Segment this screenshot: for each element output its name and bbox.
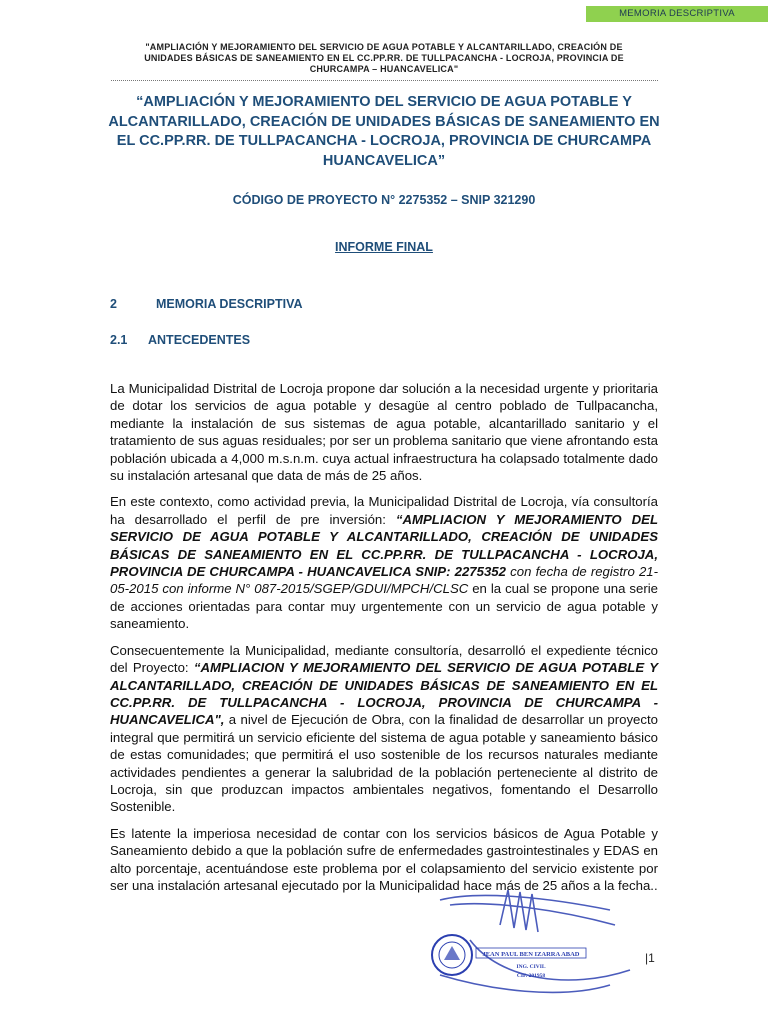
section-heading-2 [110, 297, 303, 311]
title-line: “AMPLIACIÓN Y MEJORAMIENTO DEL SERVICIO DE AGUA POTABLE Y [136, 94, 632, 110]
paragraph [110, 642, 658, 816]
paragraph [110, 493, 658, 632]
project-name-emphasis: “AMPLIACION Y MEJORAMIENTO DEL SERVICIO DE AGUA POTABLE Y ALCANTARILLADO, CREACIÓN DE UNIDADES BÁSICAS DE SANEAMIENTO EN EL CC.PP.RR. DE TULLPACANCHA - LOCROJA, PROVINCIA DE CHURCAMPA - HUANCAVELICA SNIP: 2275352 [110, 511, 658, 580]
section-title: ANTECEDENTES [148, 333, 251, 347]
running-header [110, 42, 658, 75]
title-line: ALCANTARILLADO, CREACIÓN DE UNIDADES BÁSICAS DE SANEAMIENTO EN [108, 113, 660, 130]
header-divider [111, 80, 658, 81]
paragraph-text: en la cual se propone una serie de acciones orientadas para contar muy urgentemente con un servicio de agua potable y saneamiento. [110, 581, 658, 632]
paragraph-text: Consecuentemente la Municipalidad, mediante consultoría, desarrolló el expediente técnico del Proyecto: [110, 642, 658, 676]
stamp-cip: CIP. 201958 [516, 973, 546, 979]
body-text [110, 380, 658, 903]
project-name-emphasis: “AMPLIACION Y MEJORAMIENTO DEL SERVICIO DE AGUA POTABLE Y ALCANTARILLADO, CREACIÓN DE UNIDADES BÁSICAS DE SANEAMIENTO EN EL CC.PP.RR. DE TULLPACANCHA - LOCROJA, PROVINCIA DE CHURCAMPA - HUANCAVELICA", [110, 660, 658, 728]
section-number: 2 [110, 297, 117, 311]
paragraph-text: a nivel de Ejecución de Obra, con la finalidad de desarrollar un proyecto integral que permitirá un servicio eficiente del sistema de agua potable y saneamiento básico de estas comunidades; que permitirá el uso sostenible de los recursos naturales mediante actividades pendientes a generar la salubridad de la población perteneciente al distrito de Locroja, sin que produzcan impactos ambientales negativos, fomentando el Desarrollo Sostenible. [110, 712, 658, 815]
header-tab: MEMORIA DESCRIPTIVA [586, 6, 768, 22]
title-line: EL CC.PP.RR. DE TULLPACANCHA - LOCROJA, PROVINCIA DE CHURCAMPA [116, 133, 652, 149]
running-header-line: "AMPLIACIÓN Y MEJORAMIENTO DEL SERVICIO DE AGUA POTABLE Y ALCANTARILLADO, CREACIÓN DE [145, 42, 623, 52]
paragraph: Es latente la imperiosa necesidad de contar con los servicios básicos de Agua Potable y Saneamiento debido a que la población sufre de enfermedades gastrointestinales y EDAS en alto porcentaje, acentuándose este problema por el colapsamiento del servicio existente por ser una instalación artesanal ejecutado por la Municipalidad hace más de 25 años a la fecha.. [110, 825, 658, 893]
document-title [108, 93, 660, 171]
registration-text: con fecha de registro 21-05-2015 con informe N° 087-2015/SGEP/GDUI/MPCH/CLSC [110, 564, 659, 597]
signature-stamp [410, 880, 640, 1010]
paragraph-text: En este contexto, como actividad previa, la Municipalidad Distrital de Locroja, vía consultoría ha desarrollado el perfil de pre inversión: [110, 494, 658, 527]
section-title: MEMORIA DESCRIPTIVA [156, 297, 303, 311]
stamp-role: ING. CIVIL [516, 964, 546, 970]
paragraph: La Municipalidad Distrital de Locroja propone dar solución a la necesidad urgente y prioritaria de dotar los servicios de agua potable y desagüe al centro poblado de Tullpacancha, mediante la instalación de sus sistemas de agua potable, alcantarillado sanitario y el tratamiento de sus aguas residuales; por ser un problema sanitario que viene afrontando esta población ubicada a 4,000 m.s.n.m. cuya actual infraestructura ha colapsado totalmente dado su instalación artesanal que data de más de 25 años. [110, 381, 658, 484]
title-line: HUANCAVELICA” [322, 152, 446, 169]
report-type: INFORME FINAL [335, 240, 433, 254]
running-header-line: CHURCAMPA – HUANCAVELICA" [309, 64, 459, 74]
section-number: 2.1 [110, 333, 128, 347]
page-number: |1 [645, 951, 655, 965]
stamp-name: JEAN PAUL BEN IZARRA ABAD [482, 951, 580, 958]
project-code: CÓDIGO DE PROYECTO N° 2275352 – SNIP 321290 [232, 193, 536, 207]
section-heading-2-1 [110, 333, 250, 347]
running-header-line: UNIDADES BÁSICAS DE SANEAMIENTO EN EL CC.PP.RR. DE TULLPACANCHA - LOCROJA, PROVINCIA DE [144, 53, 624, 63]
